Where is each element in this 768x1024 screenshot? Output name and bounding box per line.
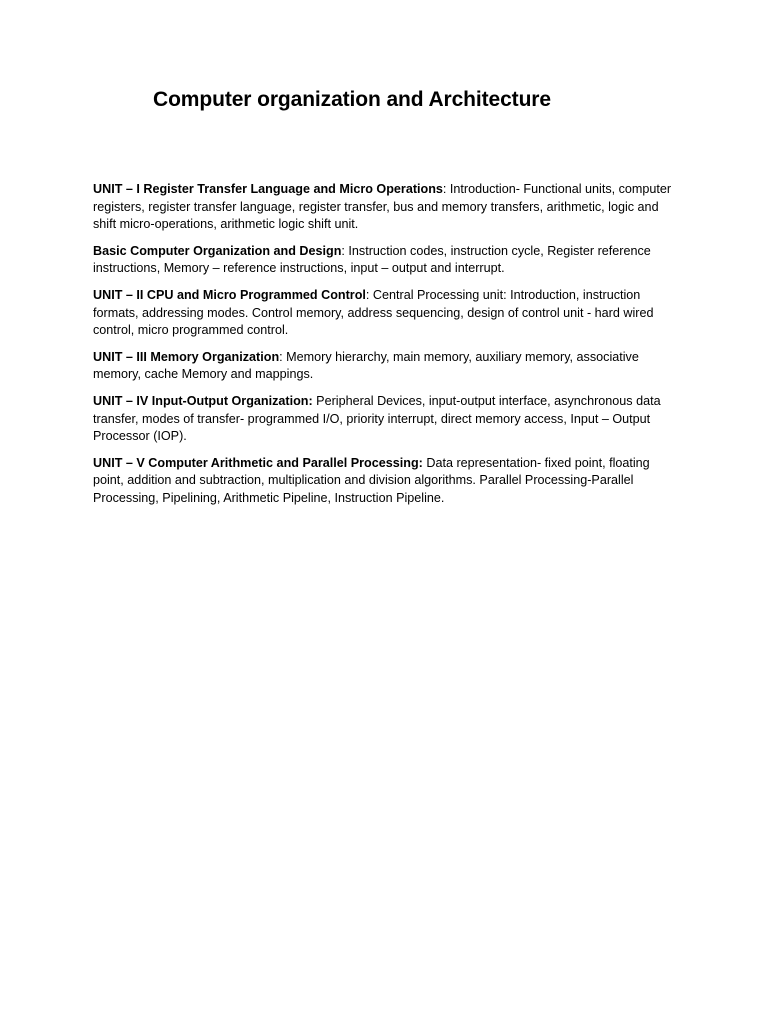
unit-2-separator: :: [365, 287, 373, 302]
unit-5-paragraph: [93, 455, 678, 508]
unit-3-heading: UNIT – III Memory Organization: [93, 349, 280, 364]
unit-1-body: Introduction- Functional units, computer registers, register transfer language, register transfer, bus and memory transfers, arithmetic, logic and shift micro-operations, arithmetic logic shift unit.: [93, 182, 672, 232]
unit-3-paragraph: [93, 349, 678, 384]
unit-1-separator: :: [442, 182, 450, 196]
unit-4-heading: UNIT – IV Input-Output Organization:: [93, 393, 313, 408]
basic-organization-paragraph: [93, 243, 678, 278]
unit-5-heading: UNIT – V Computer Arithmetic and Parallel Processing:: [93, 455, 423, 470]
basic-organization-separator: :: [341, 243, 349, 258]
basic-organization-heading: Basic Computer Organization and Design: [93, 243, 342, 258]
unit-1-paragraph: [93, 181, 678, 234]
unit-3-body: Memory hierarchy, main memory, auxiliary memory, associative memory, cache Memory and mappings.: [93, 349, 639, 382]
unit-3-separator: :: [279, 349, 287, 364]
document-title: Computer organization and Architecture: [153, 88, 551, 111]
unit-1-heading: UNIT – I Register Transfer Language and Micro Operations: [93, 182, 443, 196]
unit-4-paragraph: [93, 393, 678, 446]
unit-2-paragraph: [93, 287, 678, 340]
unit-4-body: Peripheral Devices, input-output interface, asynchronous data transfer, modes of transfer- programmed I/O, priority interrupt, direct memory access, Input – Output Processor (IOP).: [93, 393, 661, 444]
syllabus-units: [93, 181, 678, 517]
unit-2-heading: UNIT – II CPU and Micro Programmed Control: [93, 287, 366, 302]
basic-organization-body: Instruction codes, instruction cycle, Register reference instructions, Memory – reference instructions, input – output and interrupt.: [93, 243, 651, 276]
unit-2-body: Central Processing unit: Introduction, instruction formats, addressing modes. Control memory, address sequencing, design of control unit - hard wired control, micro programmed control.: [93, 287, 654, 338]
unit-5-body: Data representation- fixed point, floating point, addition and subtraction, multiplication and division algorithms. Parallel Processing-Parallel Processing, Pipelining, Arithmetic Pipeline, Instruction Pipeline.: [93, 455, 650, 505]
